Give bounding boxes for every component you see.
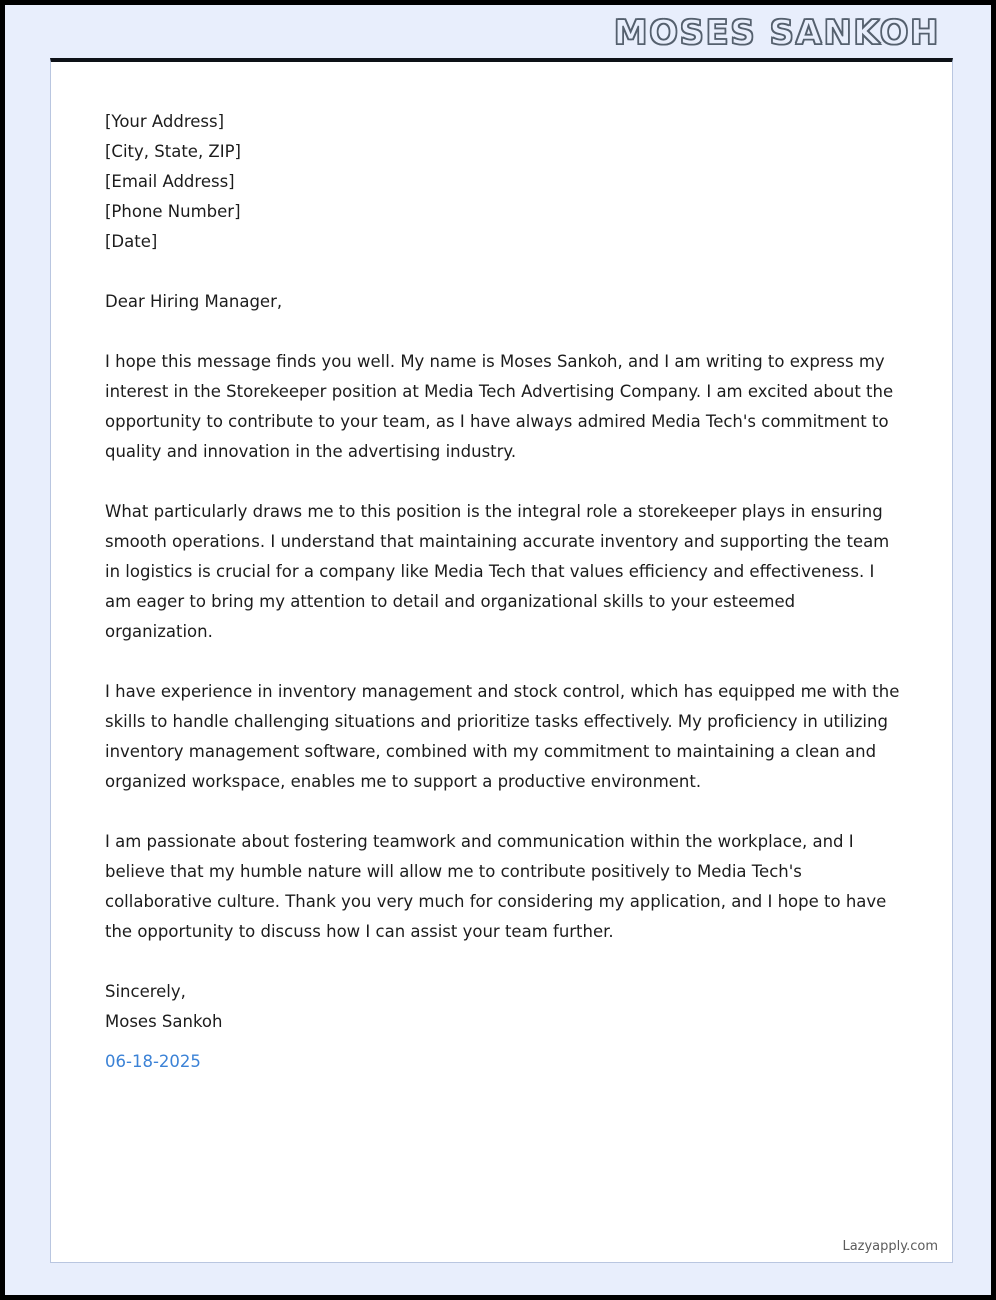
document-header bbox=[10, 10, 986, 55]
address-line-3: [Email Address] bbox=[105, 172, 235, 191]
closing-block bbox=[105, 977, 904, 1077]
candidate-name-banner: MOSES SANKOH bbox=[613, 12, 940, 53]
address-line-4: [Phone Number] bbox=[105, 202, 241, 221]
paragraph-1: I hope this message finds you well. My name is Moses Sankoh, and I am writing to express my interest in the Storekeeper position at Media Tech Advertising Company. I am excited about the opportunity to contribute to your team, as I have always admired Media Tech's commitment to quality and innovation in the advertising industry. bbox=[105, 352, 894, 461]
signature-name: Moses Sankoh bbox=[105, 1012, 223, 1031]
address-line-5: [Date] bbox=[105, 232, 158, 251]
paragraph-4: I am passionate about fostering teamwork and communication within the workplace, and I believe that my humble nature will allow me to contribute positively to Media Tech's collaborative culture. Thank you very much for considering my application, and I hope to have the opportunity to discuss how I can assist your team further. bbox=[105, 832, 887, 941]
closing-salutation: Sincerely, bbox=[105, 982, 186, 1001]
letter-sheet bbox=[50, 58, 953, 1263]
address-line-2: [City, State, ZIP] bbox=[105, 142, 241, 161]
salutation: Dear Hiring Manager, bbox=[105, 292, 283, 311]
sender-address-block bbox=[105, 107, 904, 257]
date-link[interactable]: 06-18-2025 bbox=[105, 1052, 201, 1071]
paragraph-2: What particularly draws me to this position is the integral role a storekeeper plays in ensuring smooth operations. I understand that maintaining accurate inventory and supporting the team in logistics is crucial for a company like Media Tech that values efficiency and effectiveness. I am eager to bring my attention to detail and organizational skills to your esteemed organization. bbox=[105, 502, 890, 641]
letter-body bbox=[105, 107, 904, 1077]
paragraph-3: I have experience in inventory management and stock control, which has equipped me with the skills to handle challenging situations and prioritize tasks effectively. My proficiency in utilizing inventory management software, combined with my commitment to maintaining a clean and organized workspace, enables me to support a productive environment. bbox=[105, 682, 900, 791]
address-line-1: [Your Address] bbox=[105, 112, 225, 131]
footer-brand: Lazyapply.com bbox=[842, 1239, 938, 1254]
